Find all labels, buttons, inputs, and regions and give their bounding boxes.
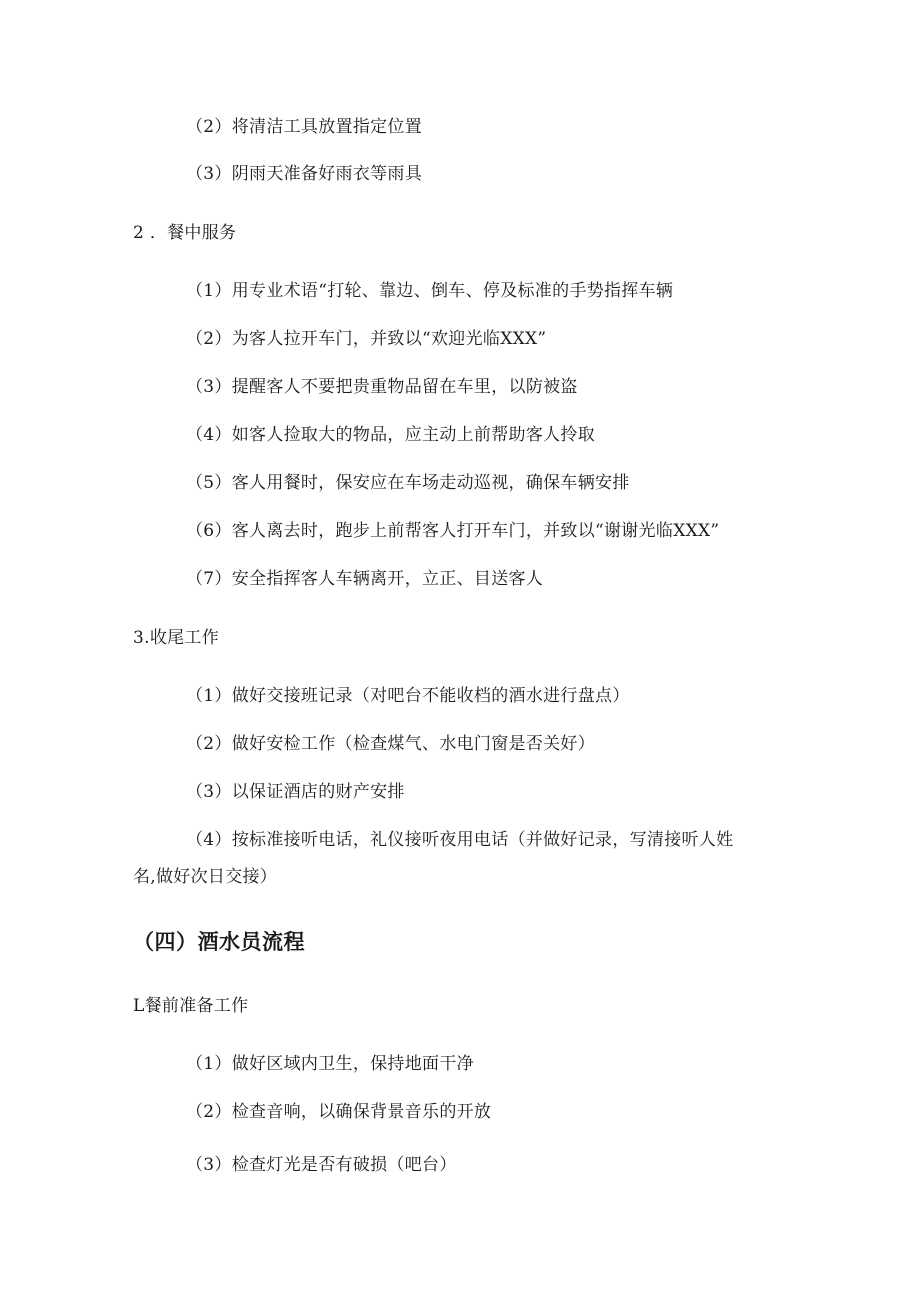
list-item: （3）提醒客人不要把贵重物品留在车里，以防被盗 [186, 377, 578, 397]
list-item: （6）客人离去时，跑步上前帮客人打开车门，并致以“谢谢光临XXX” [186, 521, 720, 541]
list-item: （2）做好安检工作（检查煤气、水电门窗是否关好） [186, 734, 596, 754]
list-item-continuation: 名,做好次日交接） [133, 867, 278, 887]
list-item: （1）做好区域内卫生，保持地面干净 [186, 1054, 474, 1074]
section-title: L餐前准备工作 [133, 996, 249, 1016]
list-item: （3）以保证酒店的财产安排 [186, 782, 405, 802]
list-item: （7）安全指挥客人车辆离开，立正、目送客人 [186, 569, 544, 589]
list-item: （4）按标准接听电话，礼仪接听夜用电话（并做好记录，写清接听人姓 [186, 830, 734, 850]
section-title: 2 ．餐中服务 [133, 223, 237, 243]
list-item: （2）为客人拉开车门，并致以“欢迎光临XXX” [186, 329, 547, 349]
list-item: （1）做好交接班记录（对吧台不能收档的酒水进行盘点） [186, 686, 630, 706]
chapter-heading: （四）酒水员流程 [133, 930, 305, 954]
list-item: （3）阴雨天准备好雨衣等雨具 [186, 164, 423, 184]
section-title: 3.收尾工作 [133, 628, 220, 648]
list-item: （2）检查音响，以确保背景音乐的开放 [186, 1102, 492, 1122]
list-item: （3）检查灯光是否有破损（吧台） [186, 1155, 457, 1175]
list-item: （4）如客人捡取大的物品，应主动上前帮助客人拎取 [186, 425, 596, 445]
list-item: （5）客人用餐时，保安应在车场走动巡视，确保车辆安排 [186, 473, 630, 493]
list-item: （1）用专业术语“打轮、靠边、倒车、停及标准的手势指挥车辆 [186, 281, 674, 301]
list-item: （2）将清洁工具放置指定位置 [186, 117, 423, 137]
